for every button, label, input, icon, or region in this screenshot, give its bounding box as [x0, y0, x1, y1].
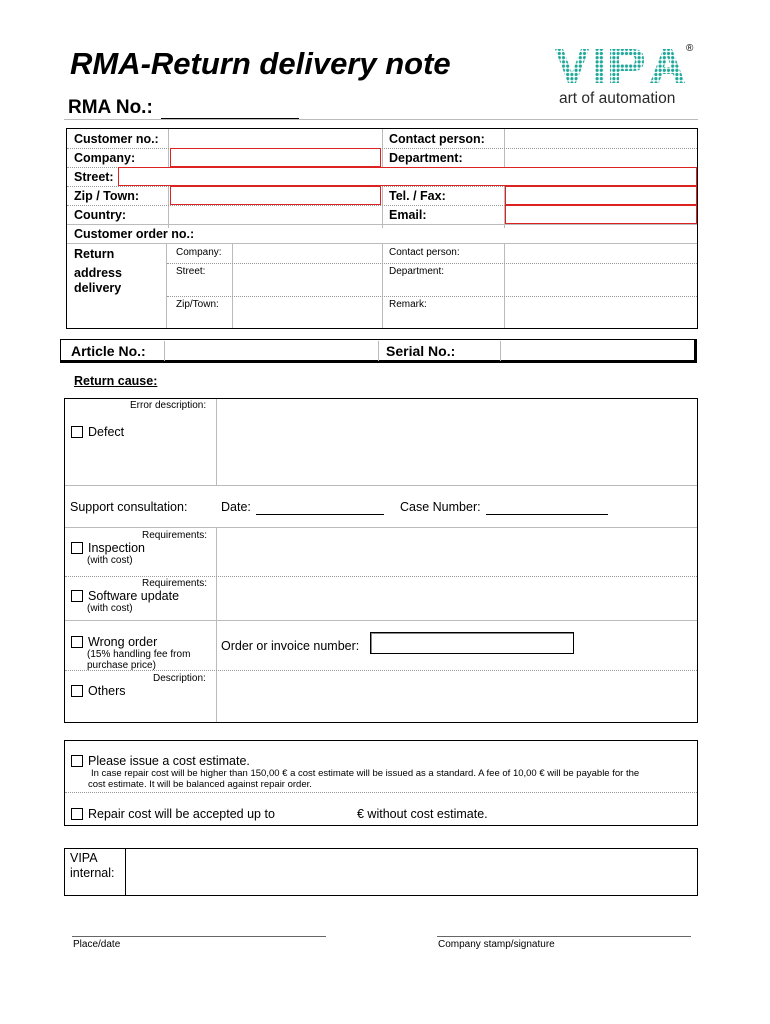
customer-no-label: Customer no.: — [74, 132, 159, 146]
accept-cost-checkbox[interactable] — [71, 808, 83, 820]
accept-cost-label: Repair cost will be accepted up to — [88, 807, 275, 821]
row-line — [65, 527, 697, 528]
defect-checkbox[interactable] — [71, 426, 83, 438]
tel-fax-field[interactable] — [505, 186, 697, 205]
email-label: Email: — [389, 208, 427, 222]
wrong-order-checkbox[interactable] — [71, 636, 83, 648]
logo-tagline: art of automation — [559, 90, 676, 107]
wrong-order-fee-note: purchase price) — [87, 660, 156, 671]
company-label: Company: — [74, 151, 136, 165]
divider — [216, 399, 217, 485]
street-label: Street: — [74, 170, 114, 184]
return-contact-label: Contact person: — [389, 247, 460, 258]
vipa-internal-section — [64, 848, 698, 896]
signature-line[interactable] — [437, 936, 691, 937]
others-checkbox[interactable] — [71, 685, 83, 697]
divider — [232, 243, 233, 328]
return-remark-label: Remark: — [389, 299, 427, 310]
requirements-label: Requirements: — [142, 578, 208, 589]
rma-number-label: RMA No.: — [68, 97, 153, 118]
cost-estimate-label: Please issue a cost estimate. — [88, 754, 250, 768]
requirements-label: Requirements: — [142, 530, 208, 541]
row-line — [67, 224, 697, 225]
divider — [504, 243, 505, 328]
cost-estimate-note: In case repair cost will be higher than 150,00 € a cost estimate will be issued as a standard. A fee of 10,00 € will be payable for the — [91, 768, 640, 779]
vipa-internal-label: internal: — [70, 866, 115, 880]
row-line — [65, 576, 697, 577]
row-line — [167, 263, 697, 264]
registered-mark: ® — [686, 43, 694, 54]
row-line — [65, 620, 697, 621]
others-label: Others — [88, 684, 126, 698]
return-address-heading-3: delivery — [74, 281, 122, 295]
wrong-order-label: Wrong order — [88, 635, 158, 649]
zip-town-field[interactable] — [170, 186, 381, 205]
department-label: Department: — [389, 151, 463, 165]
date-label: Date: — [221, 500, 251, 514]
software-update-cost-note: (with cost) — [87, 603, 133, 614]
country-label: Country: — [74, 208, 127, 222]
inspection-checkbox[interactable] — [71, 542, 83, 554]
street-field[interactable] — [118, 167, 697, 186]
return-department-label: Department: — [389, 266, 445, 277]
divider — [164, 341, 165, 361]
place-date-line[interactable] — [72, 936, 326, 937]
return-zip-town-label: Zip/Town: — [176, 299, 219, 310]
email-field[interactable] — [505, 205, 697, 224]
divider — [382, 243, 383, 328]
return-company-label: Company: — [176, 247, 222, 258]
order-invoice-number-field[interactable] — [370, 632, 574, 654]
row-line — [67, 148, 697, 149]
inspection-cost-note: (with cost) — [87, 555, 133, 566]
case-number-label: Case Number: — [400, 500, 481, 514]
divider — [216, 527, 217, 722]
page-title: RMA-Return delivery note — [70, 46, 451, 81]
return-cause-heading: Return cause: — [74, 374, 158, 388]
software-update-label: Software update — [88, 589, 180, 603]
return-address-heading-2: address — [74, 266, 122, 280]
divider — [500, 341, 501, 361]
wrong-order-fee-note: (15% handling fee from — [87, 649, 191, 660]
defect-label: Defect — [88, 425, 125, 439]
accept-cost-suffix: € without cost estimate. — [357, 807, 488, 821]
article-no-label: Article No.: — [71, 343, 146, 359]
description-label: Description: — [153, 673, 206, 684]
header-divider — [64, 119, 698, 120]
signature-label: Company stamp/signature — [438, 939, 555, 950]
row-line — [65, 670, 697, 671]
serial-no-label: Serial No.: — [386, 343, 456, 359]
row-line — [65, 485, 697, 486]
support-consultation-label: Support consultation: — [70, 500, 188, 514]
place-date-label: Place/date — [73, 939, 121, 950]
error-description-label: Error description: — [130, 400, 207, 411]
software-update-checkbox[interactable] — [71, 590, 83, 602]
case-number-line[interactable] — [486, 514, 608, 515]
order-invoice-number-label: Order or invoice number: — [221, 639, 360, 653]
return-address-heading-1: Return — [74, 247, 115, 261]
divider — [378, 341, 379, 361]
return-street-label: Street: — [176, 266, 206, 277]
company-field[interactable] — [170, 148, 381, 167]
zip-town-label: Zip / Town: — [74, 189, 140, 203]
cost-estimate-checkbox[interactable] — [71, 755, 83, 767]
inspection-label: Inspection — [88, 541, 145, 555]
divider — [125, 849, 126, 895]
row-line — [167, 296, 697, 297]
tel-fax-label: Tel. / Fax: — [389, 189, 446, 203]
contact-person-label: Contact person: — [389, 132, 485, 146]
vipa-internal-label: VIPA — [70, 851, 98, 865]
divider — [166, 243, 167, 328]
date-line[interactable] — [256, 514, 384, 515]
row-line — [65, 792, 697, 793]
cost-estimate-note: cost estimate. It will be balanced against repair order. — [88, 779, 312, 790]
customer-order-no-label: Customer order no.: — [74, 227, 195, 241]
